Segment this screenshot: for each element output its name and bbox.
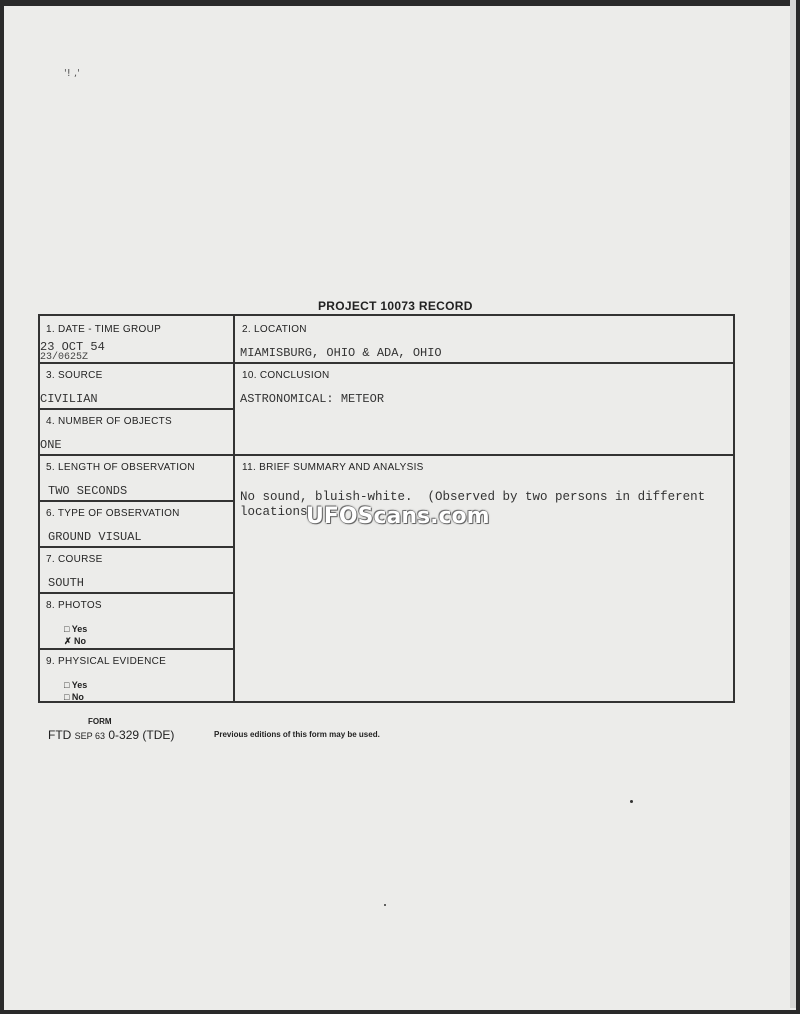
length-of-observation-value: TWO SECONDS (48, 484, 128, 498)
footer-date: SEP 63 (74, 731, 106, 741)
type-of-observation-value: GROUND VISUAL (48, 530, 142, 544)
location-label: 2. LOCATION (242, 324, 307, 335)
conclusion-value: ASTRONOMICAL: METEOR (240, 392, 385, 406)
course-label: 7. COURSE (46, 554, 103, 565)
conclusion-label: 10. CONCLUSION (242, 370, 330, 381)
row-divider-1 (40, 362, 733, 364)
row-divider-7 (40, 648, 234, 650)
column-divider (233, 316, 235, 701)
photos-yes-checkbox[interactable]: □ Yes (64, 624, 88, 634)
row-divider-6 (40, 592, 234, 594)
footer-note: Previous editions of this form may be used. (214, 730, 380, 739)
photos-no-checkbox[interactable]: ✗ No (64, 636, 87, 646)
watermark: UFOScans.com (306, 504, 490, 529)
physical-evidence-yes-checkbox[interactable]: □ Yes (64, 680, 88, 690)
type-of-observation-label: 6. TYPE OF OBSERVATION (46, 508, 180, 519)
brief-summary-label: 11. BRIEF SUMMARY AND ANALYSIS (242, 462, 424, 473)
date-time-group-value: 23 OCT 54 (40, 340, 105, 354)
speck (384, 904, 386, 906)
brief-summary-value: No sound, bluish-white. (Observed by two persons in different locations. (240, 490, 706, 519)
physical-evidence-no-checkbox[interactable]: □ No (64, 692, 84, 702)
source-value: CIVILIAN (40, 392, 98, 406)
course-value: SOUTH (48, 576, 85, 590)
photos-label: 8. PHOTOS (46, 600, 102, 611)
footer-form-id (48, 728, 174, 742)
footer-form-word: FORM (88, 717, 112, 726)
date-time-group-zulu: 23/0625Z (40, 352, 89, 363)
speck (630, 800, 633, 803)
page-edge (790, 0, 796, 1008)
row-divider-2 (40, 408, 234, 410)
footer-form-number: 0-329 (TDE) (108, 728, 175, 742)
number-of-objects-label: 4. NUMBER OF OBJECTS (46, 416, 173, 427)
row-divider-4 (40, 500, 234, 502)
date-time-group-label: 1. DATE - TIME GROUP (46, 324, 162, 335)
source-label: 3. SOURCE (46, 370, 103, 381)
row-divider-3 (40, 454, 733, 456)
location-value: MIAMISBURG, OHIO & ADA, OHIO (240, 346, 442, 360)
footer-prefix: FTD (48, 728, 72, 742)
document-page (4, 6, 796, 1010)
header-marks: '! ,' (64, 68, 80, 79)
row-divider-5 (40, 546, 234, 548)
number-of-objects-value: ONE (40, 438, 62, 452)
length-of-observation-label: 5. LENGTH OF OBSERVATION (46, 462, 195, 473)
form-title: PROJECT 10073 RECORD (318, 299, 473, 313)
physical-evidence-label: 9. PHYSICAL EVIDENCE (46, 656, 167, 667)
